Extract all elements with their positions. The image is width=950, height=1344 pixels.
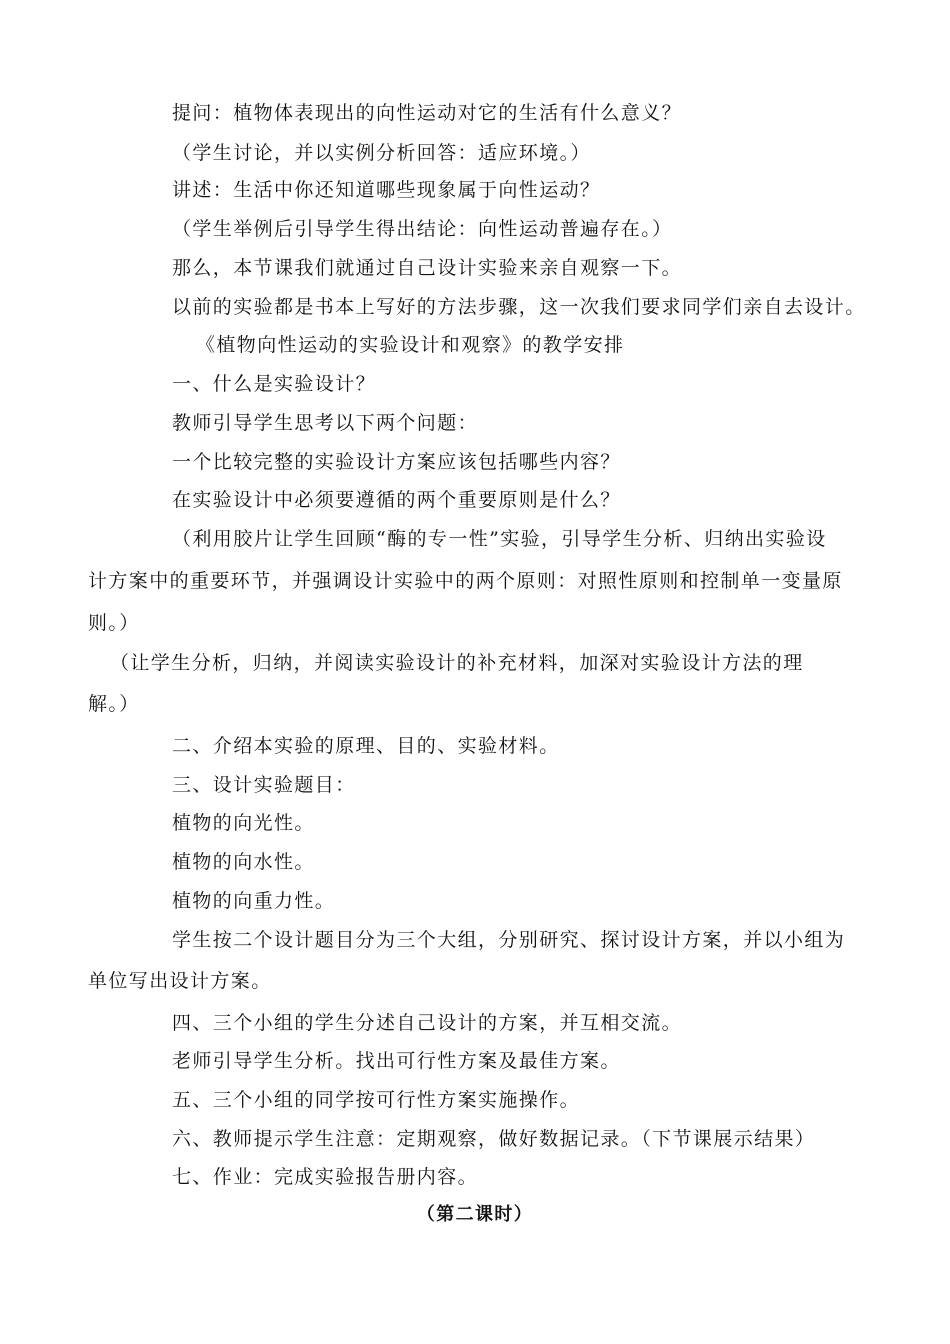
paragraph-transition: 那么，本节课我们就通过自己设计实验来亲自观察一下。 <box>172 257 683 279</box>
topic-gravitropism: 植物的向重力性。 <box>172 890 336 912</box>
heading-item-3: 三、设计实验题目： <box>172 774 356 796</box>
heading-item-4: 四、三个小组的学生分述自己设计的方案，并互相交流。 <box>172 1012 683 1034</box>
paragraph-review-line-1: （利用胶片让学生回顾“酶的专一性”实验，引导学生分析、归纳出实验设 <box>172 528 827 550</box>
lesson-heading-second-period: （第二课时） <box>416 1204 534 1225</box>
paragraph-lecture: 讲述：生活中你还知道哪些现象属于向性运动？ <box>172 179 601 201</box>
heading-item-2: 二、介绍本实验的原理、目的、实验材料。 <box>172 735 560 757</box>
paragraph-student-examples: （学生举例后引导学生得出结论：向性运动普遍存在。） <box>172 218 673 240</box>
topic-phototropism: 植物的向光性。 <box>172 812 315 834</box>
paragraph-previous-experiments: 以前的实验都是书本上写好的方法步骤，这一次我们要求同学们亲自去设计。 <box>172 296 866 318</box>
section-title: 《植物向性运动的实验设计和观察》的教学安排 <box>196 334 625 356</box>
paragraph-groups-line-1: 学生按二个设计题目分为三个大组，分别研究、探讨设计方案，并以小组为 <box>172 929 846 951</box>
heading-item-6: 六、教师提示学生注意：定期观察，做好数据记录。（下节课展示结果） <box>172 1128 816 1150</box>
paragraph-student-discussion: （学生讨论，并以实例分析回答：适应环境。） <box>172 142 591 164</box>
paragraph-teacher-guide: 教师引导学生思考以下两个问题： <box>172 412 479 434</box>
heading-item-7: 七、作业：完成实验报告册内容。 <box>172 1166 479 1188</box>
paragraph-analysis-line-2: 解。） <box>88 693 140 715</box>
paragraph-review-line-3: 则。） <box>88 612 140 634</box>
topic-hydrotropism: 植物的向水性。 <box>172 851 315 873</box>
paragraph-question-1: 一个比较完整的实验设计方案应该包括哪些内容？ <box>172 451 621 473</box>
heading-item-1: 一、什么是实验设计？ <box>172 373 377 395</box>
paragraph-groups-line-2: 单位写出设计方案。 <box>88 970 272 992</box>
paragraph-question-2: 在实验设计中必须要遵循的两个重要原则是什么？ <box>172 489 621 511</box>
heading-item-5: 五、三个小组的同学按可行性方案实施操作。 <box>172 1089 581 1111</box>
paragraph-teacher-analysis: 老师引导学生分析。找出可行性方案及最佳方案。 <box>172 1050 621 1072</box>
paragraph-analysis-line-1: （让学生分析，归纳，并阅读实验设计的补充材料，加深对实验设计方法的理 <box>110 652 804 674</box>
paragraph-review-line-2: 计方案中的重要环节，并强调设计实验中的两个原则：对照性原则和控制单一变量原 <box>88 570 843 592</box>
paragraph-question: 提问：植物体表现出的向性运动对它的生活有什么意义？ <box>172 102 683 124</box>
